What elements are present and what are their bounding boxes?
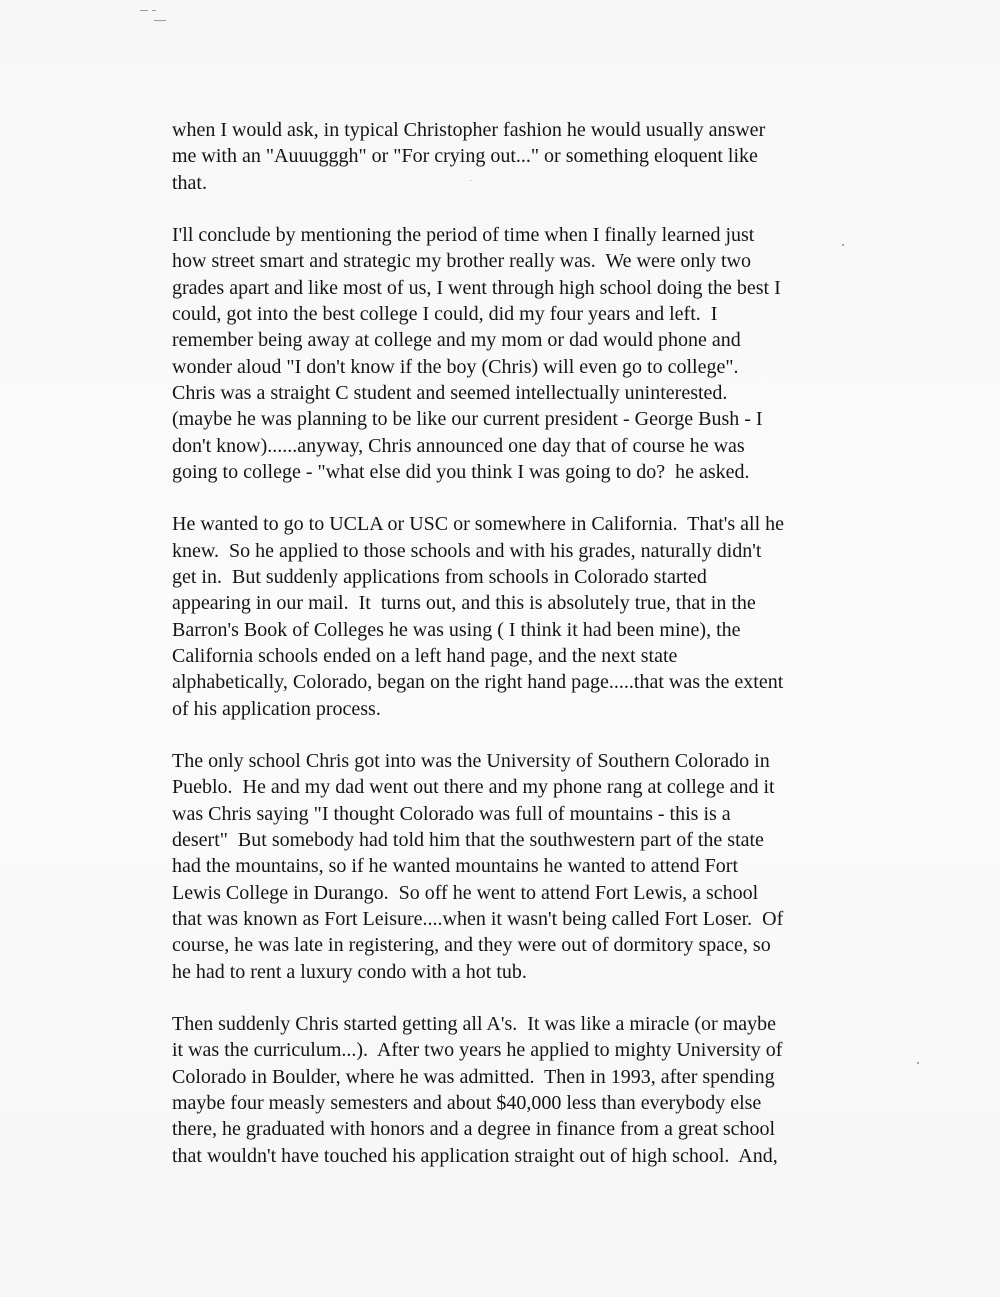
text-line: going to college - "what else did you think I was going to do? he asked.: [172, 460, 750, 483]
paragraph-4: [172, 748, 902, 985]
text-line: desert" But somebody had told him that the southwestern part of the state: [172, 829, 764, 852]
text-line: He wanted to go to UCLA or USC or somewhere in California. That's all he: [172, 513, 785, 536]
text-line: grades apart and like most of us, I went through high school doing the best I: [172, 276, 781, 299]
text-line: that was known as Fort Leisure....when it wasn't being called Fort Loser. Of: [172, 907, 784, 930]
scan-mark: [140, 8, 170, 24]
scan-speck: [842, 244, 844, 246]
text-line: wonder aloud "I don't know if the boy (Chris) will even go to college".: [172, 355, 739, 378]
text-line: knew. So he applied to those schools and with his grades, naturally didn't: [172, 539, 762, 562]
scan-speck: [917, 1062, 919, 1064]
text-line: Then suddenly Chris started getting all A's. It was like a miracle (or maybe: [172, 1013, 777, 1036]
scan-speck: [470, 180, 471, 181]
text-line: when I would ask, in typical Christopher fashion he would usually answer: [172, 119, 766, 141]
text-line: maybe four measly semesters and about $40,000 less than everybody else: [172, 1091, 762, 1114]
text-line: Colorado in Boulder, where he was admitted. Then in 1993, after spending: [172, 1065, 775, 1088]
text-line: Lewis College in Durango. So off he went to attend Fort Lewis, a school: [172, 881, 759, 904]
paragraph-1: [172, 117, 902, 196]
text-line: don't know)......anyway, Chris announced one day that of course he was: [172, 434, 745, 457]
text-line: (maybe he was planning to be like our current president - George Bush - I: [172, 408, 763, 431]
text-line: that wouldn't have touched his application straight out of high school. And,: [172, 1144, 778, 1167]
text-line: The only school Chris got into was the University of Southern Colorado in: [172, 750, 770, 773]
text-line: there, he graduated with honors and a degree in finance from a great school: [172, 1118, 776, 1141]
text-line: appearing in our mail. It turns out, and this is absolutely true, that in the: [172, 592, 756, 615]
text-line: Pueblo. He and my dad went out there and my phone rang at college and it: [172, 776, 775, 799]
text-line: course, he was late in registering, and they were out of dormitory space, so: [172, 934, 771, 957]
text-line: that.: [172, 171, 207, 194]
text-line: alphabetically, Colorado, began on the right hand page.....that was the extent: [172, 671, 784, 694]
text-line: California schools ended on a left hand page, and the next state: [172, 644, 678, 667]
text-line: he had to rent a luxury condo with a hot tub.: [172, 960, 527, 983]
text-line: I'll conclude by mentioning the period of time when I finally learned just: [172, 224, 755, 247]
paragraph-5: [172, 1011, 902, 1169]
text-line: Barron's Book of Colleges he was using ( I think it had been mine), the: [172, 618, 741, 641]
text-line: had the mountains, so if he wanted mountains he wanted to attend Fort: [172, 855, 738, 878]
text-line: get in. But suddenly applications from schools in Colorado started: [172, 566, 707, 589]
text-line: of his application process.: [172, 697, 381, 720]
paragraph-3: [172, 511, 902, 721]
document-body: [172, 117, 902, 1195]
text-line: me with an "Auuugggh" or "For crying out..." or something eloquent like: [172, 145, 758, 168]
text-line: was Chris saying "I thought Colorado was full of mountains - this is a: [172, 802, 731, 825]
text-line: it was the curriculum...). After two years he applied to mighty University of: [172, 1039, 783, 1062]
text-line: could, got into the best college I could, did my four years and left. I: [172, 303, 718, 326]
paragraph-2: [172, 222, 902, 485]
text-line: Chris was a straight C student and seemed intellectually uninterested.: [172, 381, 728, 404]
text-line: remember being away at college and my mom or dad would phone and: [172, 329, 741, 352]
text-line: how street smart and strategic my brother really was. We were only two: [172, 250, 751, 273]
